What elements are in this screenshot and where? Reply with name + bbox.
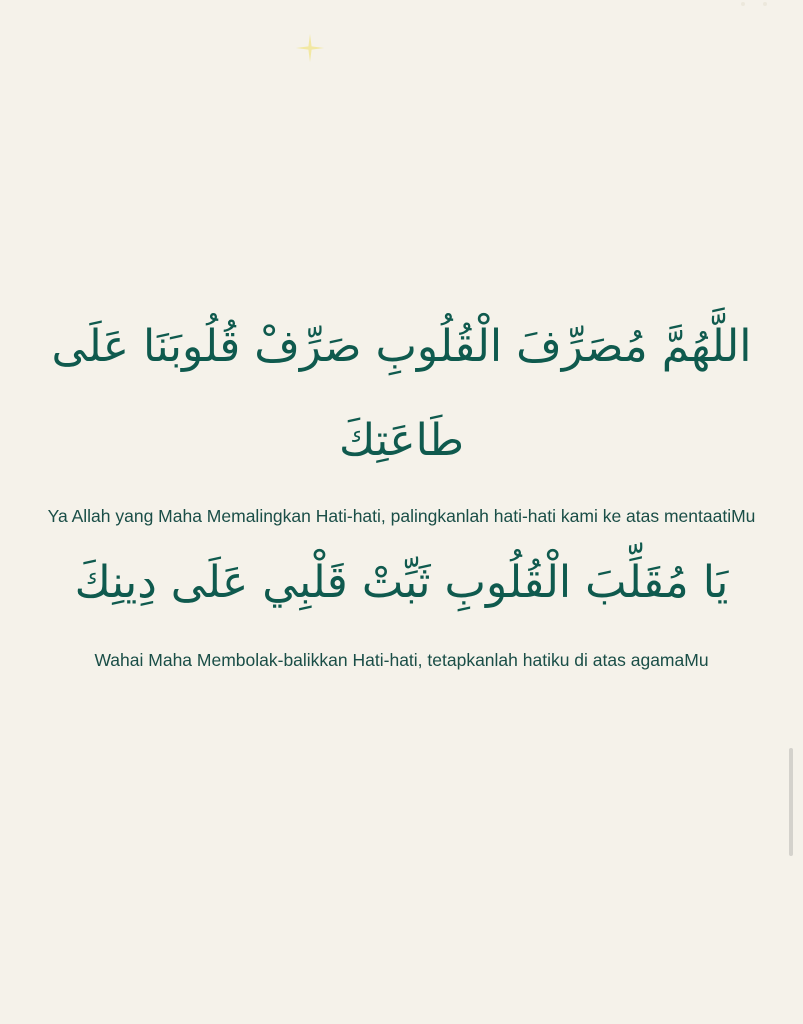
dua-block-2 xyxy=(40,536,763,676)
dua-content xyxy=(40,300,763,676)
scrollbar[interactable] xyxy=(789,748,793,856)
dua-arabic-text: يَا مُقَلِّبَ الْقُلُوبِ ثَبِّتْ قَلْبِي عَلَى دِينِكَ xyxy=(74,557,729,608)
dua-block-1 xyxy=(40,300,763,532)
dua-translation-text: Wahai Maha Membolak-balikkan Hati-hati, tetapkanlah hatiku di atas agamaMu xyxy=(94,650,709,670)
dua-translation-text: Ya Allah yang Maha Memalingkan Hati-hati, palingkanlah hati-hati kami ke atas mentaatiMu xyxy=(47,506,756,526)
dua-arabic-text: اللَّهُمَّ مُصَرِّفَ الْقُلُوبِ صَرِّفْ قُلُوبَنَا عَلَى طَاعَتِكَ xyxy=(51,321,752,466)
decorative-dots xyxy=(735,0,775,10)
sparkle-icon xyxy=(296,34,324,62)
